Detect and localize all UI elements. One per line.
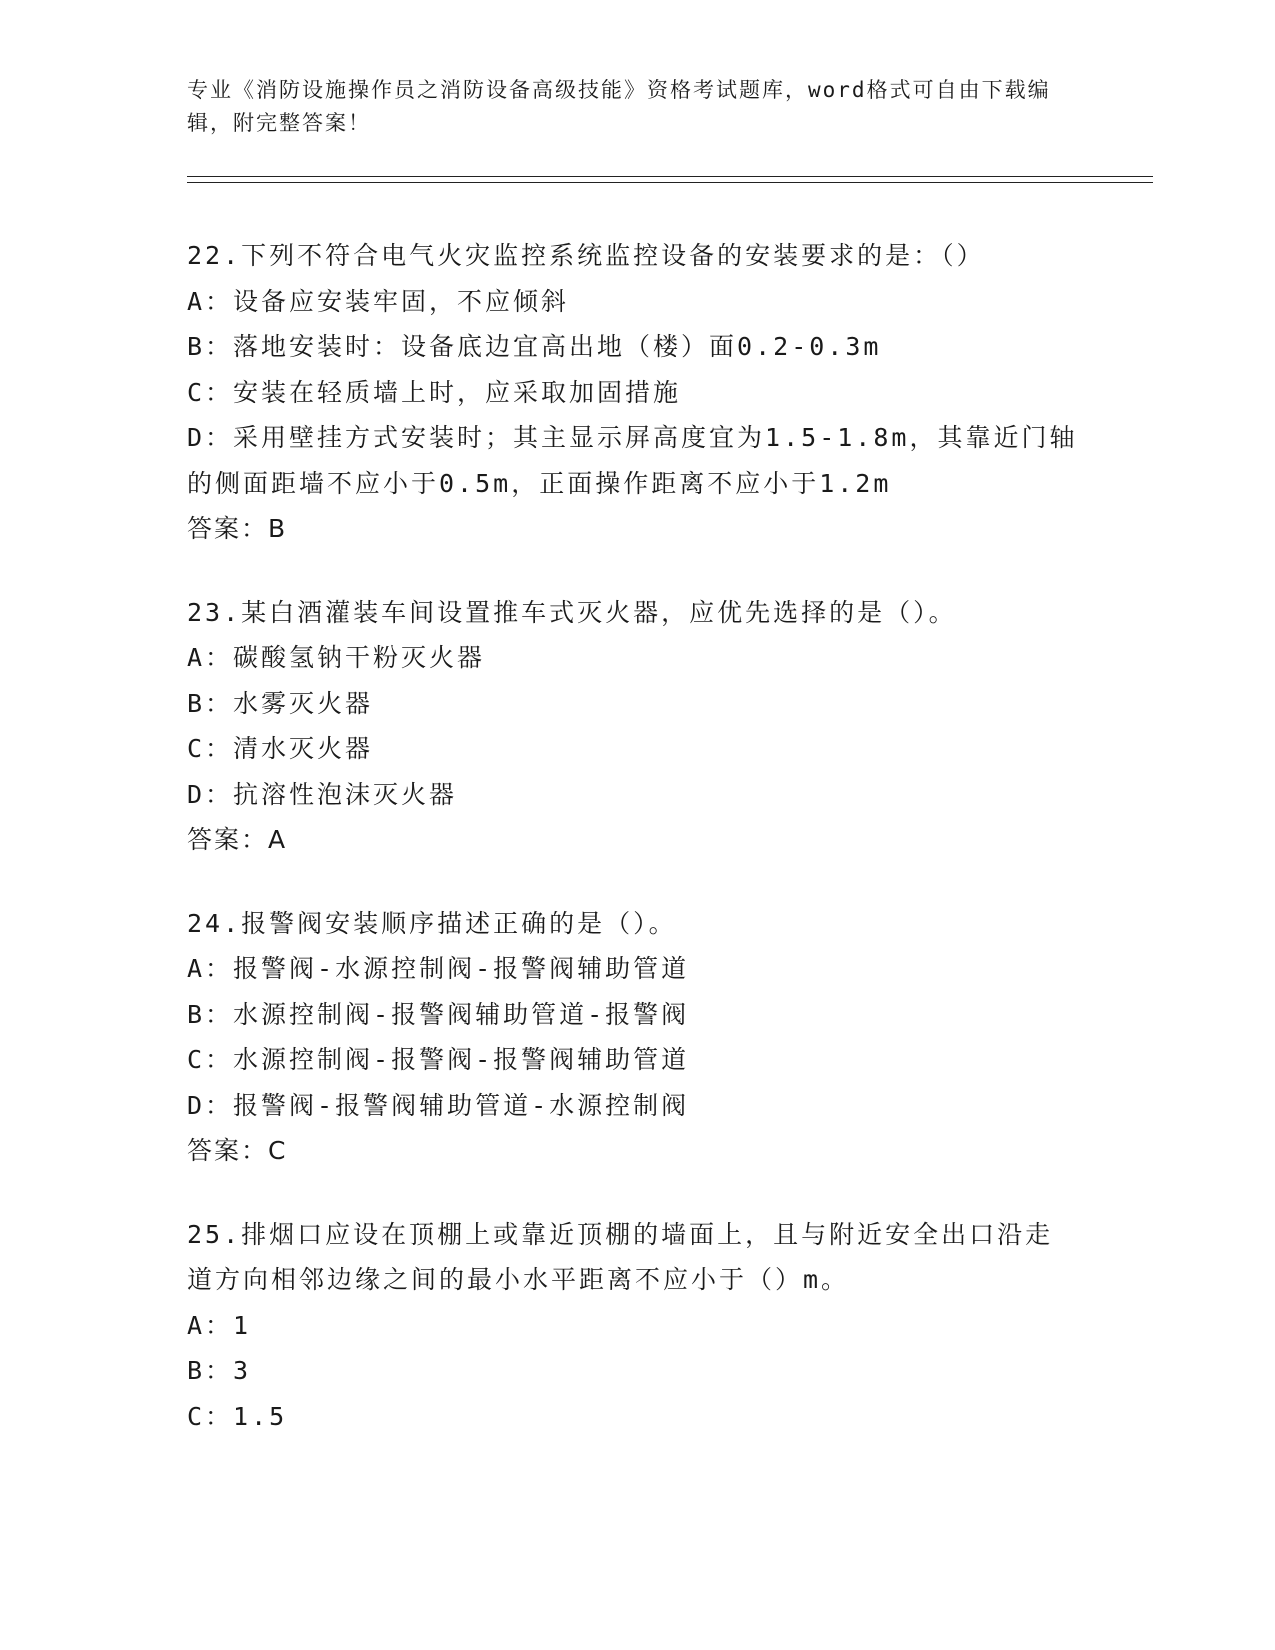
document-header [187,74,1067,140]
header-divider [187,176,1153,183]
question-stem: 24.报警阀安装顺序描述正确的是（）。 [187,908,677,938]
option-b: B：3 [187,1356,252,1385]
option-c: C：清水灭火器 [187,734,374,763]
question-25 [187,1212,1087,1440]
option-d: D：采用壁挂方式安装时；其主显示屏高度宜为1.5-1.8m，其靠近门轴 [187,423,1078,452]
option-d-continued: 的侧面距墙不应小于0.5m，正面操作距离不应小于1.2m [187,468,892,498]
option-a: A：报警阀-水源控制阀-报警阀辅助管道 [187,954,690,983]
option-a: A：1 [187,1310,252,1340]
answer-label: 答案：C [187,1136,288,1165]
option-d: D：抗溶性泡沫灭火器 [187,779,458,809]
question-22 [187,233,1087,552]
question-stem-continued: 道方向相邻边缘之间的最小水平距离不应小于（）m。 [187,1265,850,1294]
option-c: C：水源控制阀-报警阀-报警阀辅助管道 [187,1045,690,1074]
answer-label: 答案：B [187,514,288,543]
question-stem: 22.下列不符合电气火灾监控系统监控设备的安装要求的是：（） [187,241,985,270]
question-24 [187,901,1087,1174]
option-b: B：水源控制阀-报警阀辅助管道-报警阀 [187,999,690,1029]
question-list [187,233,1087,1477]
option-a: A：设备应安装牢固，不应倾斜 [187,286,570,316]
option-d: D：报警阀-报警阀辅助管道-水源控制阀 [187,1090,690,1120]
question-stem: 23.某白酒灌装车间设置推车式灭火器，应优先选择的是（）。 [187,597,957,627]
option-c: C：安装在轻质墙上时，应采取加固措施 [187,377,682,407]
option-b: B：落地安装时：设备底边宜高出地（楼）面0.2-0.3m [187,332,882,361]
option-a: A：碳酸氢钠干粉灭火器 [187,643,486,672]
answer-label: 答案：A [187,825,288,854]
question-stem: 25.排烟口应设在顶棚上或靠近顶棚的墙面上，且与附近安全出口沿走 [187,1219,1054,1249]
option-c: C：1.5 [187,1401,288,1431]
header-text: 专业《消防设施操作员之消防设备高级技能》资格考试题库，word格式可自由下载编辑，附完整答案！ [187,78,1051,135]
option-b: B：水雾灭火器 [187,688,374,718]
question-23 [187,590,1087,863]
